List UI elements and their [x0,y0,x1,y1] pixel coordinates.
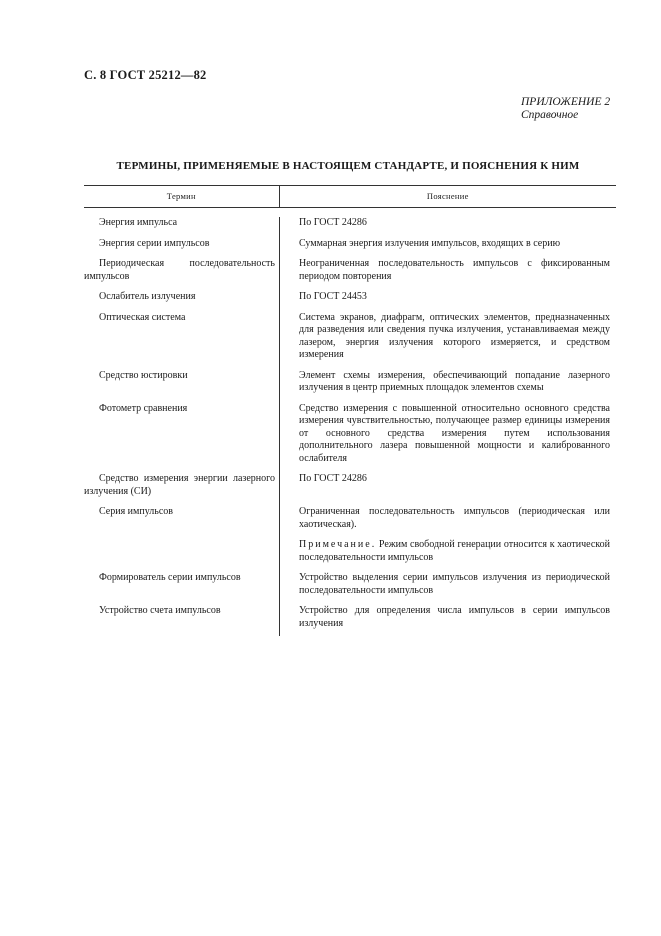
explanation-cell: Ограниченная последовательность импульсов (периодическая или хаотическая). [299,506,610,530]
term-cell [84,539,279,564]
explanation-cell: Элемент схемы измерения, обеспечивающий попадание лазерного излучения в центр приемных площадок элементов схемы [299,369,610,393]
term-cell: Энергия импульса [99,217,178,228]
table-row [84,403,616,466]
term-cell: Периодическая последовательность импульсов [84,258,275,282]
document-title: ТЕРМИНЫ, ПРИМЕНЯЕМЫЕ В НАСТОЯЩЕМ СТАНДАРТЕ, И ПОЯСНЕНИЯ К НИМ [116,160,580,172]
terms-table [84,185,616,636]
table-header [84,185,616,208]
explanation-cell: Неограниченная последовательность импульсов с фиксированным периодом повторения [299,258,610,282]
table-row [84,238,616,251]
term-cell: Формирователь серии импульсов [99,572,241,583]
table-row [84,506,616,531]
explanation-cell: Устройство для определения числа импульсов в серии импульсов излучения [299,605,610,629]
term-cell: Серия импульсов [99,506,173,517]
appendix-block [521,96,610,122]
appendix-label: ПРИЛОЖЕНИЕ 2 [521,96,611,108]
header-term: Термин [84,186,280,207]
table-row [84,572,616,597]
table-row [84,370,616,395]
table-row [84,605,616,636]
appendix-sublabel: Справочное [521,109,579,121]
term-cell: Ослабитель излучения [99,291,196,302]
term-cell: Средство измерения энергии лазерного излучения (СИ) [84,473,275,497]
table-row [84,291,616,304]
table-row [84,473,616,498]
term-cell: Оптическая система [99,311,186,323]
table-row [84,312,616,362]
explanation-cell: Средство измерения с повышенной относительно основного средства измерения чувствительностью, получающее размер единицы измерения от основного средства измерения путем использования дополнительного лазера повышенной мощности и калиброванного ослабителя [299,402,610,464]
explanation-cell: По ГОСТ 24286 [299,473,367,484]
note-cell: Примечание. Режим свободной генерации относится к хаотической последовательности импульсов [299,539,610,563]
explanation-cell: Система экранов, диафрагм, оптических элементов, предназначенных для разведения или сведения пучка излучения, устанавливаемая между лазером, энергия излучения которого измеряется, и средством измерения [299,311,610,360]
table-row [84,539,616,564]
explanation-cell: По ГОСТ 24286 [299,217,367,228]
column-divider [279,217,280,636]
page-header: С. 8 ГОСТ 25212—82 [84,68,207,82]
explanation-cell: Суммарная энергия излучения импульсов, входящих в серию [299,237,561,249]
explanation-cell: По ГОСТ 24453 [299,291,367,302]
term-cell: Средство юстировки [99,369,188,381]
term-cell: Энергия серии импульсов [99,237,210,249]
table-row [84,217,616,230]
note-label: Примечание. [299,539,377,550]
term-cell: Фотометр сравнения [99,402,188,414]
table-row [84,258,616,283]
header-explanation: Пояснение [426,191,469,201]
explanation-cell: Устройство выделения серии импульсов излучения из периодической последовательности импульсов [299,572,610,596]
table-body [84,217,616,636]
term-cell: Устройство счета импульсов [99,605,221,616]
